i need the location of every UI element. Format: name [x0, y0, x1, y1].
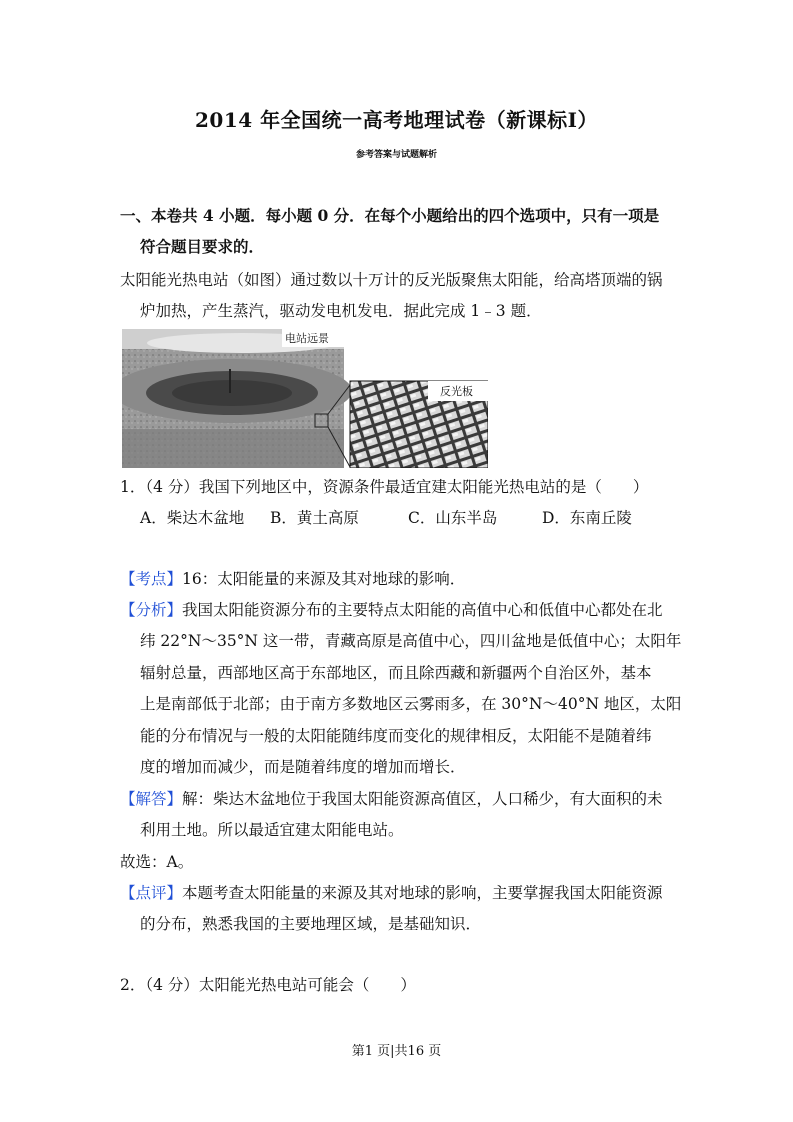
- question2-stem: 2．（4 分）太阳能光热电站可能会（ ）: [120, 976, 416, 994]
- question1-options: [140, 508, 632, 528]
- option-d: D．东南丘陵: [542, 509, 632, 527]
- dianping-line: 的分布，熟悉我国的主要地理区域，是基础知识．: [140, 915, 482, 933]
- page-title: 2014 年全国统一高考地理试卷（新课标I）: [195, 108, 598, 132]
- fenxi-line: 度的增加而减少，而是随着纬度的增加而增长．: [140, 758, 466, 776]
- fenxi-line: 我国太阳能资源分布的主要特点太阳能的高值中心和低值中心都处在北: [182, 601, 663, 619]
- dianping-tag: 【点评】: [120, 884, 183, 902]
- page-footer: 第1 页|共16 页: [351, 1044, 442, 1059]
- section-heading-line2: 符合题目要求的．: [140, 237, 265, 256]
- fenxi-line: 纬 22°N～35°N 这一带，青藏高原是高值中心，四川盆地是低值中心；太阳年: [140, 632, 682, 650]
- kaodian-tag: 【考点】: [120, 570, 183, 588]
- far-view-label: 电站远景: [285, 332, 329, 345]
- solar-station-figure: [122, 329, 488, 468]
- dianping-line: 本题考查太阳能量的来源及其对地球的影响，主要掌握我国太阳能资源: [182, 884, 663, 902]
- jieda-line: 解：柴达木盆地位于我国太阳能资源高值区，人口稀少，有大面积的未: [182, 790, 663, 808]
- option-c: C．山东半岛: [408, 509, 498, 527]
- solar-station-photo: [122, 329, 488, 468]
- section-heading-line1: 一、本卷共 4 小题．每小题 0 分．在每个小题给出的四个选项中，只有一项是: [120, 206, 660, 225]
- fenxi-tag: 【分析】: [120, 601, 183, 619]
- jieda-line: 利用土地。所以最适宜建太阳能电站。: [140, 821, 404, 839]
- fenxi-line: 辐射总量，西部地区高于东部地区，而且除西藏和新疆两个自治区外，基本: [140, 664, 652, 682]
- intro-line2: 炉加热，产生蒸汽，驱动发电机发电．据此完成 1﹣3 题．: [140, 302, 542, 320]
- far-view-photo: [122, 329, 352, 468]
- fenxi-row: [120, 600, 663, 620]
- fenxi-line: 能的分布情况与一般的太阳能随纬度而变化的规律相反，太阳能不是随着纬: [140, 727, 652, 745]
- fenxi-line: 上是南部低于北部；由于南方多数地区云雾雨多，在 30°N～40°N 地区，太阳: [140, 695, 682, 713]
- option-b: B．黄土高原: [270, 509, 359, 527]
- dianping-row: [120, 883, 663, 903]
- jieda-tag: 【解答】: [120, 790, 183, 808]
- kaodian-row: [120, 569, 465, 589]
- kaodian-text: 16：太阳能量的来源及其对地球的影响．: [182, 570, 466, 588]
- page-subtitle: 参考答案与试题解析: [355, 150, 437, 160]
- answer-line: 故选：A。: [120, 853, 194, 871]
- jieda-row: [120, 789, 663, 809]
- question1-stem: 1．（4 分）我国下列地区中，资源条件最适宜建太阳能光热电站的是（ ）: [120, 478, 649, 496]
- intro-line1: 太阳能光热电站（如图）通过数以十万计的反光版聚焦太阳能，给高塔顶端的锅: [120, 271, 663, 289]
- reflector-label: 反光板: [440, 385, 473, 398]
- option-a: A．柴达木盆地: [140, 509, 245, 527]
